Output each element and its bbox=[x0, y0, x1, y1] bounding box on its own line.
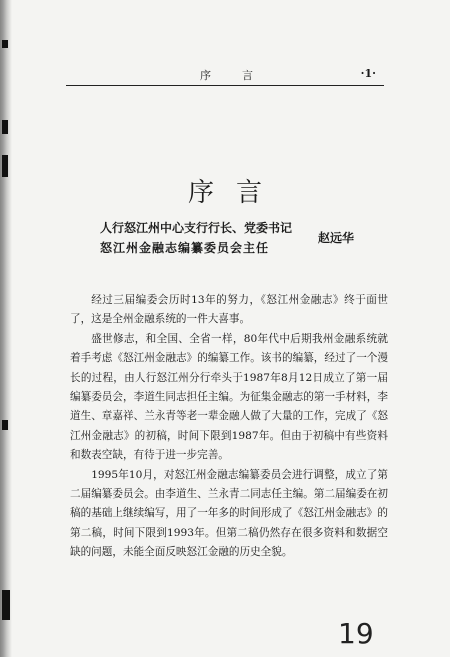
paragraph: 盛世修志，和全国、全省一样，80年代中后期我州金融系统就着手考虑《怒江州金融志》的编纂工作。该书的编纂，经过了一个漫长的过程，由人行怒江州分行牵头于1987年8月12日成立了第一届编纂委员会，李道生同志担任主编。为征集金融志的第一手材料，李道生、章嘉祥、兰永青等老一辈金融人做了大量的工作，完成了《怒江州金融志》的初稿，时间下限到1987年。但由于初稿中有些资料和数表空缺，有待于进一步完善。 bbox=[70, 332, 388, 462]
author-title-line-1: 人行怒江州中心支行行长、党委书记 bbox=[100, 221, 293, 235]
author-name: 赵远华 bbox=[318, 231, 355, 245]
paragraph: 经过三届编委会历时13年的努力，《怒江州金融志》终于面世了，这是全州金融系统的一件大喜事。 bbox=[70, 294, 388, 326]
page-title: 序言 bbox=[187, 178, 284, 208]
handwritten-page-number: 19 bbox=[338, 617, 374, 650]
running-header-page: ·1· bbox=[360, 67, 376, 80]
header-rule bbox=[66, 85, 384, 86]
scan-binding-mark bbox=[2, 420, 8, 430]
body-text bbox=[70, 291, 388, 563]
running-header bbox=[66, 66, 380, 82]
scan-binding-mark bbox=[2, 40, 8, 48]
paragraph: 1995年10月，对怒江州金融志编纂委员会进行调整，成立了第二届编纂委员会。由李道生、兰永青二同志任主编。第二届编委在初稿的基础上继续编写，用了一年多的时间形成了《怒江州金融志》的第二稿，时间下限到1993年。但第二稿仍然存在很多资料和数据空缺的问题，未能全面反映怒江金融的历史全貌。 bbox=[70, 468, 388, 559]
scan-binding-mark bbox=[2, 590, 10, 620]
scan-binding-mark bbox=[2, 120, 8, 134]
scan-binding-edge bbox=[0, 0, 12, 657]
author-title-line-2: 怒江州金融志编纂委员会主任 bbox=[100, 241, 270, 255]
running-header-title: 序 言 bbox=[200, 69, 263, 82]
